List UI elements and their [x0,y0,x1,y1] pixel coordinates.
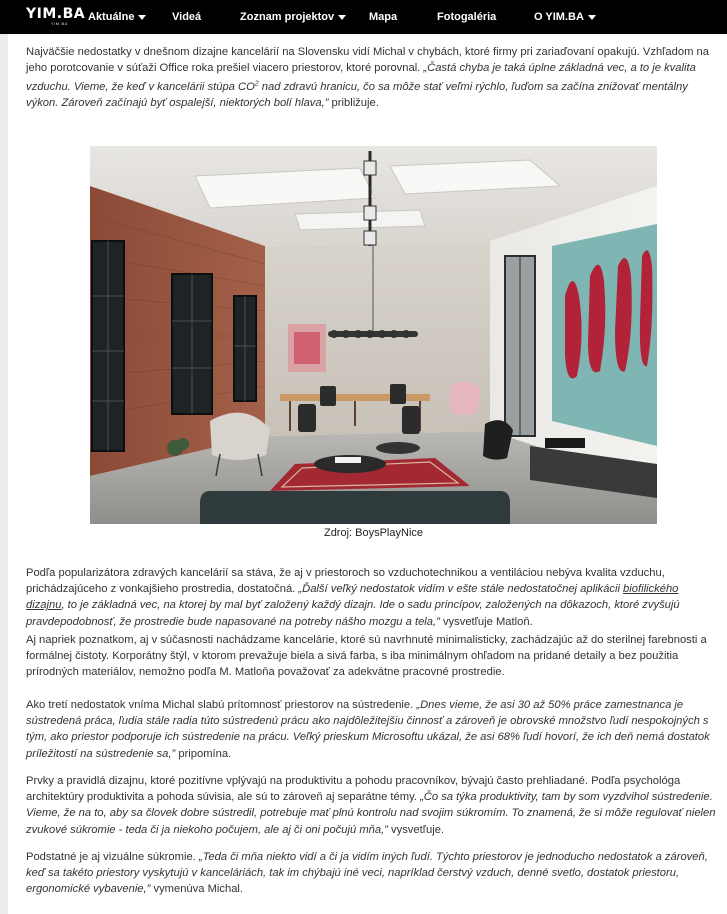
quote-text: „Dnes vieme, že asi 30 až 50% práce zamestnanca je sústredená práca, ľudia stále radia túto sústredenú prácu ako najdôležitejšiu činnosť a zároveň je obrovské množstvo ľudí nespokojných s tým, ako priestor podporuje ich sústredenie na prácu. Veľký prieskum Microsoftu ukázal, že asi 68% ľudí hovorí, že ich deň nemá dostatok príležitostí na sústredenie sa,” [26,699,710,760]
nav-item-videa[interactable] [172,0,201,34]
nav-item-fotogaleria[interactable] [437,0,496,34]
nav-item-mapa[interactable] [369,0,397,34]
paragraph-text: Najväčšie nedostatky v dnešnom dizajne kancelárií na Slovensku vidí Michal v chybách, ktoré firmy pri zariaďovaní opakujú. Vzhľadom na jeho porotcovanie v súťaži Office roka prešiel viacero priestorov, ktoré porovnal. [26,46,709,75]
office-interior-image [90,146,657,524]
nav-item-label: Videá [172,11,202,23]
quote-part: „Častá chyba je taká úplne základná vec, a to je kvalita vzduchu. Vieme, že keď v kancelárii stúpa CO [26,62,696,94]
article-paragraph [26,565,720,630]
article-paragraph [26,697,720,762]
nav-item-label: Aktuálne [88,11,135,23]
site-logo[interactable] [26,6,86,29]
paragraph-text: vysvetľuje. [387,823,445,836]
photo-caption: Zdroj: BoysPlayNice [323,527,424,539]
quote-text: „Čo sa týka produktivity, tam by som vyzdvihol sústredenie. Vieme, že na to, aby sa človek dobre sústredil, potrebuje mať plnú kontrolu nad svojim súkromím. To znamená, že si môže regulovať nielen zvukové súkromie - teda či ja niekoho počujem, ale aj či oni počujú mňa,” [26,791,716,836]
nav-item-aktualne[interactable] [88,0,146,34]
biophilic-design-link[interactable]: biofilického dizajnu [26,583,679,612]
logo-subtext: YIM.BA [50,21,68,26]
superscript: 2 [254,80,259,88]
quote-part: , to je základná vec, na ktorej by mal byť založený každý dizajn. Ide o sadu princípov, založených na dôkazoch, ktoré zvyšujú pravdepodobnosť, že prostredie bude napasované na potreby nášho mozgu a tela,” [26,599,680,628]
top-navigation [0,0,727,34]
paragraph-text: vymenúva Michal. [150,883,244,896]
nav-item-o-yimba[interactable] [534,0,596,34]
quote-text: „Teda či mňa niekto vidí a či ja vidím iných ľudí. Týchto priestorov je jednoducho nedostatok a zároveň, keď sa takéto priestory vyskytujú v kanceláriách, tak im chýbajú iné veci, napríklad čerstvý vzduch, denné svetlo, dostatok priestoru, ergonomické vybavenie,” [26,851,708,896]
paragraph-text: pripomína. [175,747,232,760]
paragraph-text: približuje. [328,97,379,110]
chevron-down-icon [588,15,596,20]
nav-item-label: O YIM.BA [534,11,584,23]
chevron-down-icon [338,15,346,20]
paragraph-text: Ako tretí nedostatok vníma Michal slabú prítomnosť priestorov na sústredenie. [26,699,417,711]
paragraph-text: Podstatné je aj vizuálne súkromie. [26,851,199,863]
paragraph-text: Podľa popularizátora zdravých kancelárií sa stáva, že aj v priestoroch so vzduchotechnikou a ventiláciou nebýva kvalita vzduchu, prichádzajúceho z vonkajšieho prostredia, dostatočná. [26,567,665,596]
nav-item-zoznam-projektov[interactable] [240,0,346,34]
quote-part: „Ďalší veľký nedostatok vidím v ešte stále nedostatočnej aplikácii [298,583,624,596]
left-rail [0,34,8,914]
quote-part: nad zdravú hranicu, čo sa môže stať veľmi rýchlo, ľuďom sa začína znižovať mentálny výkon. Zároveň začínajú byť ospalejší, niektorých bolí hlava,” [26,81,688,110]
paragraph-text: Prvky a pravidlá dizajnu, ktoré pozitívne vplývajú na produktivitu a pohodu pracovníkov, bývajú často prehliadané. Podľa psychológa architektúry produktivita a pohoda súvisia, ale sú to zároveň aj separátne témy. [26,775,681,804]
chevron-down-icon [138,15,146,20]
nav-item-label: Zoznam projektov [240,11,335,23]
article-paragraph [26,773,720,838]
logo-text: YIM.BA [26,6,86,22]
article-paragraph [26,849,720,898]
article-paragraph [26,44,720,112]
paragraph-text: vysvetľuje Matloň. [439,615,533,628]
nav-item-label: Fotogaléria [437,11,497,23]
nav-item-label: Mapa [369,11,398,23]
article-paragraph: Aj napriek poznatkom, aj v súčasnosti nachádzame kancelárie, ktoré sú navrhnuté minimalisticky, zachádzajúc až do sterilnej farebnosti a formálnej čistoty. Korporátny štýl, v ktorom prevažuje biela a sivá farba, s iba minimálnym ohľadom na pridané detaily a bez použitia prírodných materiálov, nemožno podľa M. Matloňa považovať za adekvátne pracovné prostredie. [26,634,707,679]
article-photo[interactable] [90,146,657,524]
